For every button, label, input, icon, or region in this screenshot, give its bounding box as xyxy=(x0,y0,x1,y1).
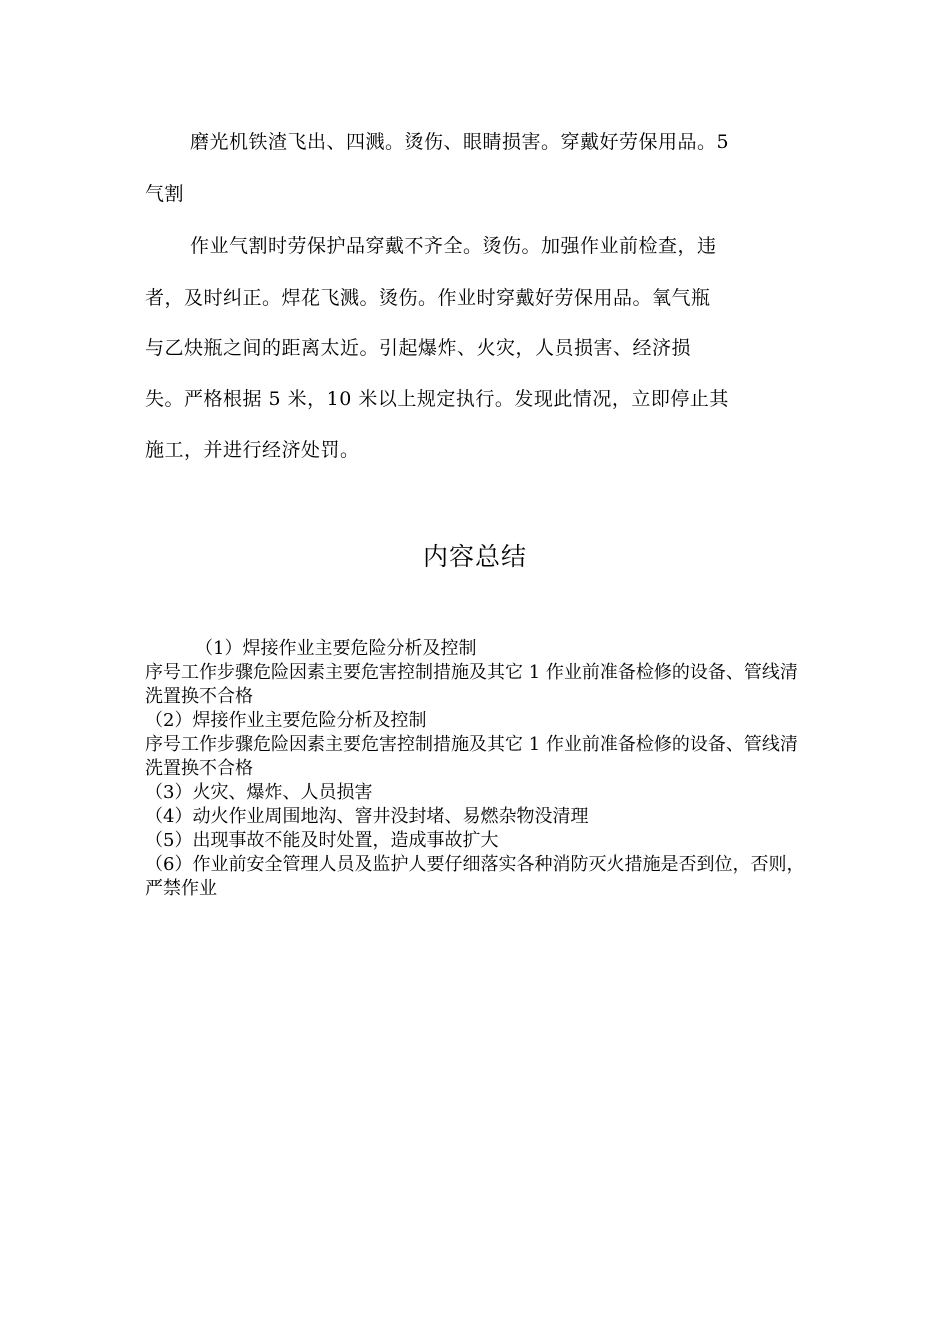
body-line-4: 者，及时纠正。焊花飞溅。烫伤。作业时穿戴好劳保用品。氧气瓶 xyxy=(145,287,711,309)
summary-item-3: （2）焊接作业主要危险分析及控制 xyxy=(145,710,427,731)
summary-item-7: （5）出现事故不能及时处置，造成事故扩大 xyxy=(145,830,499,851)
summary-item-5: （3）火灾、爆炸、人员损害 xyxy=(145,782,373,803)
summary-title: 内容总结 xyxy=(422,542,527,571)
summary-item-4: 序号工作步骤危险因素主要危害控制措施及其它 1 作业前准备检修的设备、管线清洗置换不合格 xyxy=(145,734,798,779)
body-line-6: 失。严格根据 5 米，10 米以上规定执行。发现此情况，立即停止其 xyxy=(145,388,729,410)
body-line-5: 与乙炔瓶之间的距离太近。引起爆炸、火灾，人员损害、经济损 xyxy=(145,337,692,359)
body-line-3: 作业气割时劳保护品穿戴不齐全。烫伤。加强作业前检查，违 xyxy=(190,235,717,257)
summary-item-2: 序号工作步骤危险因素主要危害控制措施及其它 1 作业前准备检修的设备、管线清洗置换不合格 xyxy=(145,662,798,707)
body-line-1: 磨光机铁渣飞出、四溅。烫伤、眼睛损害。穿戴好劳保用品。5 xyxy=(190,131,730,153)
body-line-7: 施工，并进行经济处罚。 xyxy=(145,439,360,461)
summary-item-1: （1）焊接作业主要危险分析及控制 xyxy=(195,638,477,659)
summary-list xyxy=(145,637,810,901)
summary-item-6: （4）动火作业周围地沟、窨井没封堵、易燃杂物没清理 xyxy=(145,806,589,827)
body-line-2: 气割 xyxy=(145,183,185,205)
summary-item-8: （6）作业前安全管理人员及监护人要仔细落实各种消防灭火措施是否到位，否则，严禁作业 xyxy=(145,854,805,899)
